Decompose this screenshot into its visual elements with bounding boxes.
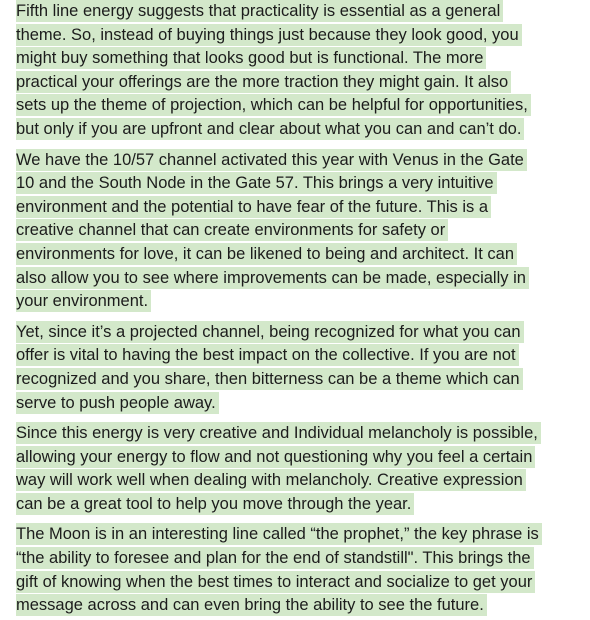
highlighted-text: practical your offerings are the more traction they might gain. It also	[16, 71, 511, 93]
highlighted-text: We have the 10/57 channel activated this year with Venus in the Gate	[16, 149, 527, 171]
highlighted-text: might buy something that looks good but is functional. The more	[16, 47, 486, 69]
highlighted-text: can be a great tool to help you move through the year.	[16, 493, 414, 515]
text-line	[16, 47, 584, 71]
text-line	[16, 469, 584, 493]
highlighted-text: but only if you are upfront and clear about what you can and can’t do.	[16, 118, 524, 140]
text-line	[16, 344, 584, 368]
highlighted-text: allowing your energy to flow and not questioning why you feel a certain	[16, 446, 535, 468]
highlighted-text: recognized and you share, then bitterness can be a theme which can	[16, 368, 523, 390]
highlighted-text: creative channel that can create environments for safety or	[16, 219, 448, 241]
document-body	[16, 0, 584, 618]
highlighted-text: sets up the theme of projection, which can be helpful for opportunities,	[16, 94, 531, 116]
text-line	[16, 493, 584, 517]
text-line	[16, 219, 584, 243]
paragraph-10-57-channel	[16, 149, 584, 314]
paragraph-projected-channel	[16, 321, 584, 415]
paragraph-fifth-line-energy	[16, 0, 584, 142]
text-line	[16, 321, 584, 345]
highlighted-text: 10 and the South Node in the Gate 57. This brings a very intuitive	[16, 172, 497, 194]
text-line	[16, 243, 584, 267]
highlighted-text: gift of knowing when the best times to interact and socialize to get your	[16, 571, 535, 593]
text-line	[16, 594, 584, 618]
text-line	[16, 172, 584, 196]
paragraph-moon-prophet	[16, 523, 584, 617]
highlighted-text: Fifth line energy suggests that practicality is essential as a general	[16, 0, 503, 22]
highlighted-text: environments for love, it can be likened to being and architect. It can	[16, 243, 517, 265]
text-line	[16, 0, 584, 24]
text-line	[16, 290, 584, 314]
highlighted-text: theme. So, instead of buying things just because they look good, you	[16, 24, 522, 46]
text-line	[16, 71, 584, 95]
highlighted-text: your environment.	[16, 290, 151, 312]
text-line	[16, 267, 584, 291]
highlighted-text: The Moon is in an interesting line called “the prophet,” the key phrase is	[16, 523, 542, 545]
highlighted-text: “the ability to foresee and plan for the end of standstill". This brings the	[16, 547, 534, 569]
text-line	[16, 422, 584, 446]
text-line	[16, 118, 584, 142]
text-line	[16, 196, 584, 220]
highlighted-text: serve to push people away.	[16, 392, 219, 414]
highlighted-text: offer is vital to having the best impact on the collective. If you are not	[16, 344, 519, 366]
text-line	[16, 523, 584, 547]
text-line	[16, 149, 584, 173]
text-line	[16, 24, 584, 48]
highlighted-text: also allow you to see where improvements can be made, especially in	[16, 267, 529, 289]
paragraph-creative-energy	[16, 422, 584, 516]
text-line	[16, 571, 584, 595]
highlighted-text: Since this energy is very creative and Individual melancholy is possible,	[16, 422, 541, 444]
highlighted-text: message across and can even bring the ability to see the future.	[16, 594, 487, 616]
text-line	[16, 94, 584, 118]
text-line	[16, 446, 584, 470]
highlighted-text: environment and the potential to have fear of the future. This is a	[16, 196, 491, 218]
highlighted-text: way will work well when dealing with melancholy. Creative expression	[16, 469, 526, 491]
highlighted-text: Yet, since it’s a projected channel, being recognized for what you can	[16, 321, 524, 343]
text-line	[16, 392, 584, 416]
text-line	[16, 368, 584, 392]
text-line	[16, 547, 584, 571]
